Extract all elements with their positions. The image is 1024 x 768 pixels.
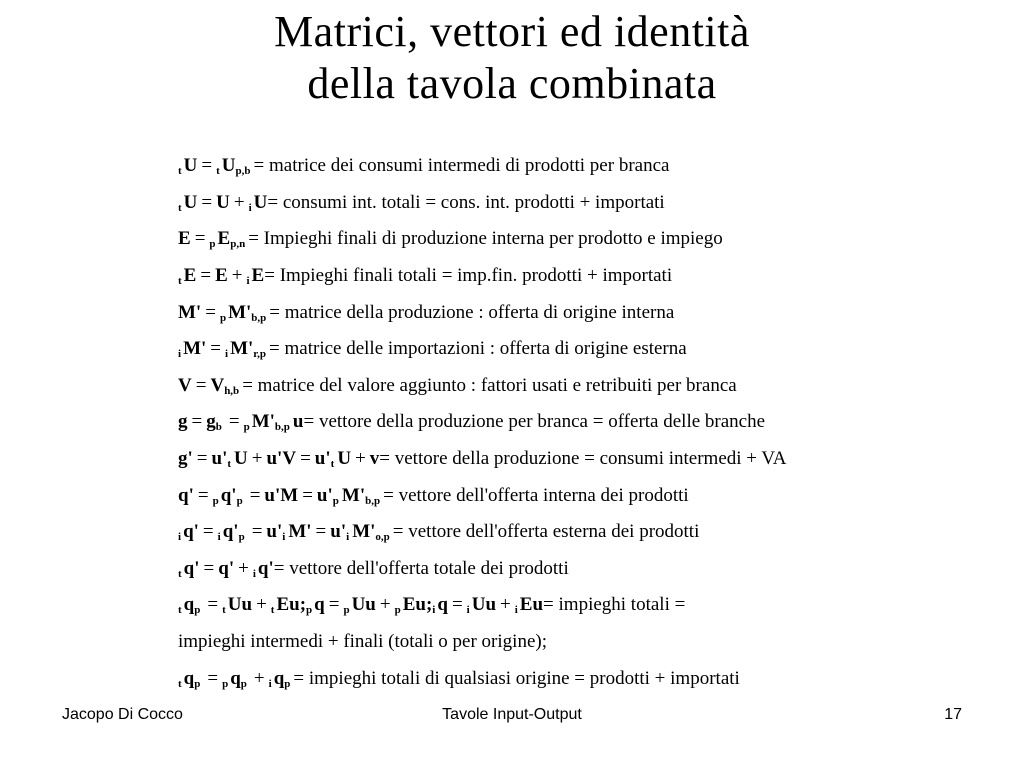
- formula-symbol: Eu;: [402, 594, 433, 616]
- formula-symbol: v: [369, 448, 380, 470]
- formula-symbol: U: [337, 448, 352, 470]
- formula-symbol: Uu: [471, 594, 497, 616]
- equation-line: [178, 148, 1008, 185]
- formula-operator: +: [233, 191, 245, 213]
- formula-index: p: [243, 421, 250, 434]
- formula-index: p: [343, 604, 350, 617]
- formula-symbol: Eu: [519, 594, 544, 616]
- formula-operator: +: [379, 594, 391, 616]
- equation-line: [178, 404, 1008, 441]
- formula-index: t: [270, 604, 275, 617]
- formula-index: i: [282, 531, 286, 544]
- formula-symbol: u': [316, 484, 333, 506]
- formula-operator: =: [196, 448, 208, 470]
- formula-symbol: q: [230, 667, 241, 689]
- formula-symbol: M': [230, 338, 254, 360]
- formula-symbol: Uu: [227, 594, 253, 616]
- footer-page-number: 17: [944, 706, 962, 723]
- formula-index: b,p: [274, 421, 290, 434]
- formula-symbol: g: [178, 411, 188, 433]
- formula-symbol: u': [314, 448, 331, 470]
- footer-course: Tavole Input-Output: [442, 706, 582, 723]
- formula-symbol: U: [234, 448, 248, 470]
- formula-symbol: q: [183, 594, 195, 616]
- formula-symbol: M': [251, 411, 275, 433]
- equation-description: impieghi intermedi + finali (totali o per origine);: [178, 631, 547, 653]
- formula-symbol: q': [178, 484, 194, 506]
- formula-symbol: q': [257, 557, 274, 579]
- formula-index: p: [194, 604, 201, 617]
- formula-operator: =: [197, 484, 209, 506]
- formula-symbol: q': [183, 557, 200, 579]
- formula-index: b: [215, 421, 222, 434]
- formula-operator: =: [203, 557, 215, 579]
- formula-symbol: E: [217, 228, 231, 250]
- formula-index: p: [306, 604, 313, 617]
- formula-index: p: [222, 677, 229, 690]
- equation-line: [178, 185, 1008, 222]
- formula-index: i: [514, 604, 518, 617]
- formula-symbol: U: [253, 191, 268, 213]
- formula-index: p: [284, 677, 291, 690]
- formula-index: i: [225, 348, 229, 361]
- formula-operator: =: [300, 448, 311, 470]
- equation-description: = matrice del valore aggiunto : fattori usati e retribuiti per branca: [242, 374, 737, 396]
- formula-operator: =: [201, 155, 213, 177]
- equation-line: [178, 331, 1008, 368]
- formula-index: t: [178, 165, 182, 178]
- formula-symbol: u': [266, 521, 283, 543]
- formula-operator: =: [210, 338, 221, 360]
- formula-symbol: M': [228, 301, 252, 323]
- formula-index: t: [227, 458, 232, 471]
- formula-operator: =: [202, 521, 214, 543]
- equation-description: = impieghi totali =: [543, 594, 686, 616]
- formula-symbol: M': [178, 301, 202, 323]
- formula-symbol: V: [210, 374, 225, 396]
- equation-line: [178, 660, 1008, 697]
- formula-index: p: [394, 604, 401, 617]
- formula-symbol: U: [183, 191, 198, 213]
- equation-line: [178, 587, 1008, 624]
- equation-list: [178, 148, 1008, 697]
- formula-operator: =: [201, 191, 213, 213]
- formula-symbol: q': [183, 521, 199, 543]
- formula-index: p,b: [235, 165, 251, 178]
- formula-operator: =: [451, 594, 463, 616]
- formula-symbol: M': [341, 484, 366, 506]
- formula-index: t: [178, 567, 182, 580]
- formula-symbol: q': [218, 557, 235, 579]
- equation-description: = vettore della produzione = consumi intermedi + VA: [379, 448, 787, 470]
- formula-operator: =: [205, 301, 216, 323]
- formula-operator: =: [315, 521, 327, 543]
- formula-index: t: [178, 677, 182, 690]
- formula-symbol: M: [280, 484, 299, 506]
- formula-index: p: [219, 311, 227, 324]
- formula-symbol: E: [183, 265, 197, 287]
- formula-index: b,p: [251, 311, 267, 324]
- equation-description: = matrice delle importazioni : offerta di origine esterna: [269, 338, 687, 360]
- equation-line: [178, 258, 1008, 295]
- formula-operator: =: [207, 594, 219, 616]
- formula-symbol: M': [288, 521, 312, 543]
- formula-symbol: Eu;: [276, 594, 307, 616]
- formula-symbol: V: [178, 374, 192, 396]
- formula-symbol: u': [266, 448, 283, 470]
- formula-symbol: g': [178, 448, 193, 470]
- formula-symbol: E: [178, 228, 191, 250]
- formula-index: i: [268, 677, 272, 690]
- formula-index: t: [178, 201, 182, 214]
- formula-operator: =: [207, 667, 219, 689]
- formula-symbol: V: [282, 448, 297, 470]
- formula-operator: +: [253, 667, 265, 689]
- formula-symbol: g: [206, 411, 216, 433]
- formula-index: i: [246, 275, 250, 288]
- equation-line: [178, 477, 1008, 514]
- formula-index: t: [178, 275, 182, 288]
- equation-description: = vettore dell'offerta totale dei prodotti: [273, 557, 569, 579]
- footer-author: Jacopo Di Cocco: [62, 706, 183, 723]
- formula-operator: =: [251, 521, 263, 543]
- formula-symbol: U: [216, 191, 230, 213]
- formula-index: p: [238, 531, 245, 544]
- formula-symbol: u': [264, 484, 281, 506]
- equation-line: [178, 551, 1008, 588]
- formula-symbol: q: [314, 594, 325, 616]
- title-line-2: della tavola combinata: [307, 59, 717, 108]
- equation-description: = matrice della produzione : offerta di origine interna: [269, 301, 675, 323]
- formula-operator: =: [191, 411, 203, 433]
- formula-index: t: [178, 604, 182, 617]
- formula-index: i: [252, 567, 256, 580]
- equation-line: [178, 624, 1008, 661]
- formula-index: i: [178, 531, 182, 544]
- formula-operator: +: [500, 594, 511, 616]
- formula-index: i: [346, 531, 350, 544]
- formula-symbol: q': [222, 521, 239, 543]
- formula-symbol: q: [183, 667, 195, 689]
- formula-symbol: M': [183, 338, 207, 360]
- equation-description: = vettore dell'offerta esterna dei prodotti: [392, 521, 700, 543]
- equation-line: [178, 441, 1008, 478]
- formula-index: i: [178, 348, 182, 361]
- formula-symbol: Uu: [351, 594, 376, 616]
- formula-symbol: E: [215, 265, 228, 287]
- formula-index: p: [332, 494, 339, 507]
- formula-index: i: [466, 604, 470, 617]
- formula-operator: =: [328, 594, 340, 616]
- formula-index: i: [432, 604, 436, 617]
- formula-index: h,b: [224, 384, 240, 397]
- formula-index: t: [222, 604, 226, 617]
- formula-index: b,p: [365, 494, 381, 507]
- equation-line: [178, 294, 1008, 331]
- formula-operator: +: [256, 594, 267, 616]
- formula-symbol: q': [220, 484, 237, 506]
- equation-description: = Impieghi finali di produzione interna per prodotto e impiego: [248, 228, 723, 250]
- formula-symbol: U: [183, 155, 198, 177]
- equation-description: = consumi int. totali = cons. int. prodotti + importati: [267, 191, 665, 213]
- formula-symbol: q: [273, 667, 285, 689]
- formula-operator: =: [200, 265, 212, 287]
- equation-description: = vettore dell'offerta interna dei prodotti: [383, 484, 689, 506]
- formula-index: i: [248, 201, 252, 214]
- equation-description: = impieghi totali di qualsiasi origine = prodotti + importati: [293, 667, 740, 689]
- formula-symbol: U: [221, 155, 236, 177]
- formula-index: p: [236, 494, 243, 507]
- formula-operator: =: [228, 411, 240, 433]
- formula-operator: =: [249, 484, 261, 506]
- formula-operator: =: [194, 228, 206, 250]
- formula-operator: =: [195, 374, 207, 396]
- equation-description: = Impieghi finali totali = imp.fin. prodotti + importati: [264, 265, 673, 287]
- formula-operator: +: [251, 448, 263, 470]
- formula-symbol: M': [352, 521, 376, 543]
- formula-index: p,n: [230, 238, 246, 251]
- formula-index: p: [212, 494, 219, 507]
- formula-index: p: [194, 677, 201, 690]
- equation-line: [178, 221, 1008, 258]
- formula-index: t: [330, 458, 335, 471]
- formula-index: t: [216, 165, 220, 178]
- slide-title: [0, 6, 1024, 110]
- formula-operator: +: [231, 265, 243, 287]
- formula-index: o,p: [375, 531, 390, 544]
- formula-index: p: [240, 677, 247, 690]
- formula-index: i: [217, 531, 221, 544]
- formula-symbol: u: [292, 411, 304, 433]
- equation-description: = matrice dei consumi intermedi di prodotti per branca: [253, 155, 670, 177]
- formula-operator: +: [355, 448, 366, 470]
- formula-operator: +: [238, 557, 249, 579]
- formula-operator: =: [302, 484, 313, 506]
- formula-index: r,p: [253, 348, 267, 361]
- equation-line: [178, 368, 1008, 405]
- formula-symbol: E: [251, 265, 265, 287]
- formula-index: p: [209, 238, 216, 251]
- formula-symbol: u': [211, 448, 228, 470]
- formula-symbol: q: [437, 594, 448, 616]
- equation-line: [178, 514, 1008, 551]
- formula-symbol: u': [330, 521, 347, 543]
- title-line-1: Matrici, vettori ed identità: [274, 7, 750, 56]
- equation-description: = vettore della produzione per branca = offerta delle branche: [303, 411, 766, 433]
